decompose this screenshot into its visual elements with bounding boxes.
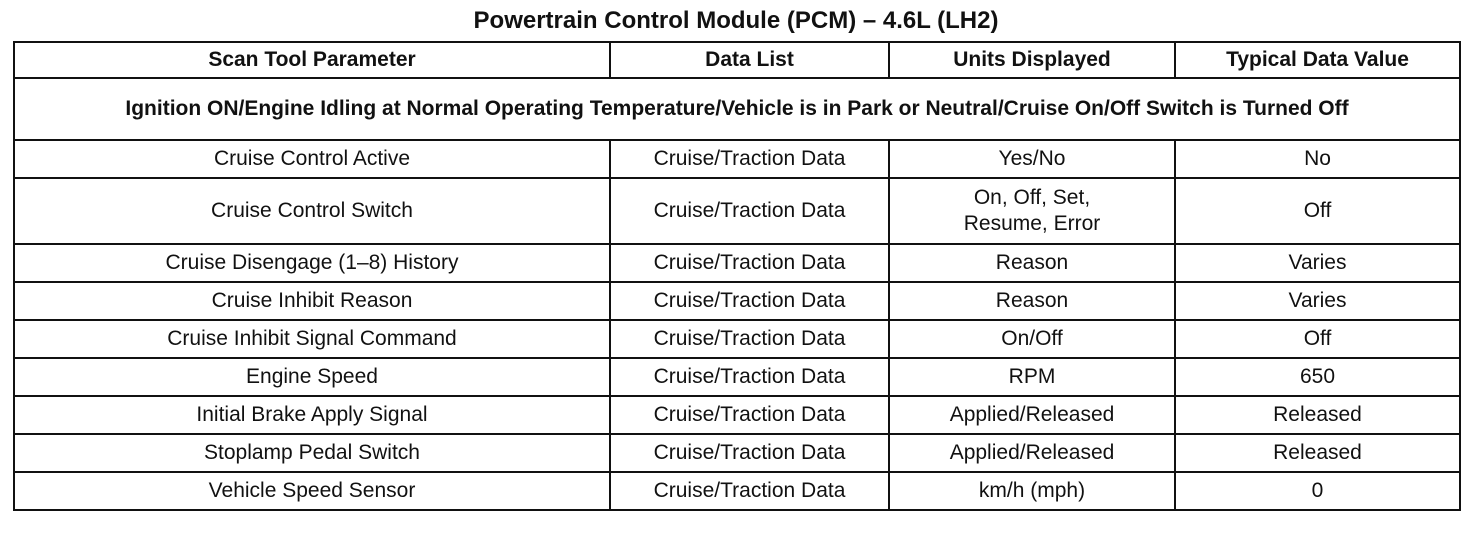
header-typical-data-value: Typical Data Value [1175, 42, 1460, 78]
parameter-cell: Vehicle Speed Sensor [14, 472, 610, 510]
scan-data-table [13, 41, 1461, 511]
value-cell: Off [1175, 320, 1460, 358]
parameter-cell: Engine Speed [14, 358, 610, 396]
parameter-cell: Cruise Inhibit Signal Command [14, 320, 610, 358]
units-cell: RPM [889, 358, 1175, 396]
data-list-cell: Cruise/Traction Data [610, 282, 889, 320]
parameter-cell: Cruise Control Switch [14, 178, 610, 244]
value-cell: 650 [1175, 358, 1460, 396]
units-line: Resume, Error [963, 212, 1101, 235]
data-list-cell: Cruise/Traction Data [610, 434, 889, 472]
units-cell: Reason [889, 282, 1175, 320]
units-cell: Applied/Released [889, 396, 1175, 434]
parameter-cell: Initial Brake Apply Signal [14, 396, 610, 434]
value-cell: Varies [1175, 244, 1460, 282]
units-cell: On/Off [889, 320, 1175, 358]
value-cell: Off [1175, 178, 1460, 244]
parameter-cell: Stoplamp Pedal Switch [14, 434, 610, 472]
data-list-cell: Cruise/Traction Data [610, 244, 889, 282]
header-units-displayed: Units Displayed [889, 42, 1175, 78]
table-row [14, 358, 1460, 396]
data-list-cell: Cruise/Traction Data [610, 140, 889, 178]
table-row [14, 140, 1460, 178]
header-scan-tool-parameter: Scan Tool Parameter [14, 42, 610, 78]
table-title: Powertrain Control Module (PCM) – 4.6L (LH2) [473, 7, 999, 34]
value-cell: No [1175, 140, 1460, 178]
units-cell: Applied/Released [889, 434, 1175, 472]
condition-row [14, 78, 1460, 140]
units-cell: Yes/No [889, 140, 1175, 178]
units-cell: km/h (mph) [889, 472, 1175, 510]
data-list-cell: Cruise/Traction Data [610, 358, 889, 396]
data-list-cell: Cruise/Traction Data [610, 178, 889, 244]
parameter-cell: Cruise Disengage (1–8) History [14, 244, 610, 282]
table-row [14, 282, 1460, 320]
header-row [14, 42, 1460, 78]
parameter-cell: Cruise Control Active [14, 140, 610, 178]
data-list-cell: Cruise/Traction Data [610, 472, 889, 510]
data-list-cell: Cruise/Traction Data [610, 396, 889, 434]
table-row [14, 396, 1460, 434]
units-cell: Reason [889, 244, 1175, 282]
units-cell [889, 178, 1175, 244]
condition-text: Ignition ON/Engine Idling at Normal Operating Temperature/Vehicle is in Park or Neutral/Cruise On/Off Switch is Turned Off [14, 78, 1460, 140]
value-cell: Released [1175, 434, 1460, 472]
table-row [14, 178, 1460, 244]
table-row [14, 434, 1460, 472]
table-row [14, 244, 1460, 282]
value-cell: 0 [1175, 472, 1460, 510]
parameter-cell: Cruise Inhibit Reason [14, 282, 610, 320]
units-line: On, Off, Set, [973, 186, 1091, 209]
table-row [14, 320, 1460, 358]
table-row [14, 472, 1460, 510]
value-cell: Released [1175, 396, 1460, 434]
data-list-cell: Cruise/Traction Data [610, 320, 889, 358]
value-cell: Varies [1175, 282, 1460, 320]
header-data-list: Data List [610, 42, 889, 78]
